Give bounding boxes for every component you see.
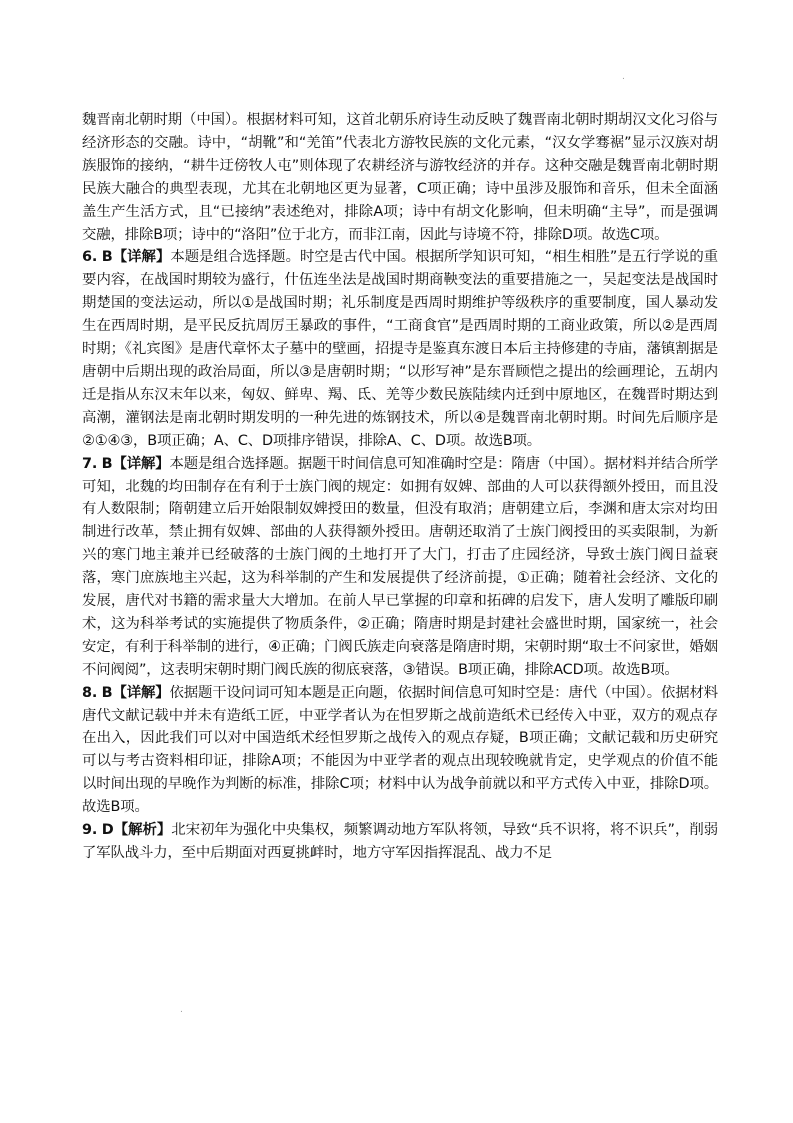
question-number: 8. xyxy=(82,684,98,701)
answer-label: B【详解】 xyxy=(101,684,170,701)
answer-label: B【详解】 xyxy=(101,455,170,472)
paragraph-text: 北宋初年为强化中央集权，频繁调动地方军队将领，导致“兵不识将，将不识兵”，削弱了军队战斗力，至中后期面对西夏挑衅时，地方守军因指挥混乱、战力不足 xyxy=(82,822,718,861)
answer-paragraph xyxy=(82,109,718,246)
scan-dot: . xyxy=(622,72,625,82)
question-number: 7. xyxy=(82,455,98,472)
answer-label: D【解析】 xyxy=(101,822,172,839)
paragraph-text: 本题是组合选择题。时空是古代中国。根据所学知识可知，“相生相胜”是五行学说的重要内容，在战国时期较为盛行，什伍连坐法是战国时期商鞅变法的重要措施之一，吴起变法是战国时期楚国的变法运动，所以①是战国时期；礼乐制度是西周时期维护等级秩序的重要制度，国人暴动发生在西周时期，是平民反抗周厉王暴政的事件，“工商食官”是西周时期的工商业政策，所以②是西周时期；《礼宾图》是唐代章怀太子墓中的壁画，招提寺是鉴真东渡日本后主持修建的寺庙，藩镇割据是唐朝中后期出现的政治局面，所以③是唐朝时期；“以形写神”是东晋顾恺之提出的绘画理论，五胡内迁是指从东汉末年以来，匈奴、鲜卑、羯、氐、羌等少数民族陆续内迁到中原地区，在魏晋时期达到高潮，灌钢法是南北朝时期发明的一种先进的炼钢技术，所以④是魏晋南北朝时期。时间先后顺序是②①④③，B项正确；A、C、D项排序错误，排除A、C、D项。故选B项。 xyxy=(82,249,718,449)
question-number: 9. xyxy=(82,822,98,839)
answer-paragraph xyxy=(82,819,718,865)
answer-label: B【详解】 xyxy=(101,249,171,266)
answer-paragraph xyxy=(82,246,718,452)
question-number: 6. xyxy=(82,249,98,266)
answer-paragraph xyxy=(82,453,718,682)
paragraph-text: 依据题干设问词可知本题是正向题，依据时间信息可知时空是：唐代（中国）。依据材料唐代文献记载中并未有造纸工匠，中亚学者认为在怛罗斯之战前造纸术已经传入中亚，双方的观点存在出入，因此我们可以对中国造纸术经怛罗斯之战传入的观点存疑，B项正确；文献记载和历史研究可以与考古资料相印证，排除A项；不能因为中亚学者的观点出现较晚就肯定，史学观点的价值不能以时间出现的早晚作为判断的标准，排除C项；材料中认为战争前就以和平方式传入中亚，排除D项。故选B项。 xyxy=(82,684,718,816)
scan-dot: . xyxy=(180,1005,183,1015)
document-body xyxy=(82,109,718,865)
paragraph-text: 本题是组合选择题。据题干时间信息可知准确时空是：隋唐（中国）。据材料并结合所学可知，北魏的均田制存在有利于士族门阀的规定：如拥有奴婢、部曲的人可以获得额外授田，而且没有人数限制；隋朝建立后开始限制奴婢授田的数量，但没有取消；唐朝建立后，李渊和唐太宗对均田制进行改革，禁止拥有奴婢、部曲的人获得额外授田。唐朝还取消了士族门阀授田的买卖限制，为新兴的寒门地主兼并已经破落的士族门阀的土地打开了大门，打击了庄园经济，导致士族门阀日益衰落，寒门庶族地主兴起，这为科举制的产生和发展提供了经济前提，①正确；随着社会经济、文化的发展，唐代对书籍的需求量大大增加。在前人早已掌握的印章和拓碑的启发下，唐人发明了雕版印刷术，这为科举考试的实施提供了物质条件，②正确；隋唐时期是封建社会盛世时期，国家统一，社会安定，有利于科举制的进行，④正确；门阀氏族走向衰落是隋唐时期，宋朝时期“取士不问家世，婚姻不问阀阅”，这表明宋朝时期门阀氏族的彻底衰落，③错误。B项正确，排除ACD项。故选B项。 xyxy=(82,455,718,678)
answer-paragraph xyxy=(82,682,718,819)
paragraph-text: 魏晋南北朝时期（中国）。根据材料可知，这首北朝乐府诗生动反映了魏晋南北朝时期胡汉文化习俗与经济形态的交融。诗中，“胡靴”和“羌笛”代表北方游牧民族的文化元素，“汉女学骞裾”显示汉族对胡族服饰的接纳，“耕牛迂傍牧人屯”则体现了农耕经济与游牧经济的并存。这种交融是魏晋南北朝时期民族大融合的典型表现，尤其在北朝地区更为显著，C项正确；诗中虽涉及服饰和音乐，但未全面涵盖生产生活方式，且“已接纳”表述绝对，排除A项；诗中有胡文化影响，但未明确“主导”，而是强调交融，排除B项；诗中的“洛阳”位于北方，而非江南，因此与诗境不符，排除D项。故选C项。 xyxy=(82,112,718,243)
